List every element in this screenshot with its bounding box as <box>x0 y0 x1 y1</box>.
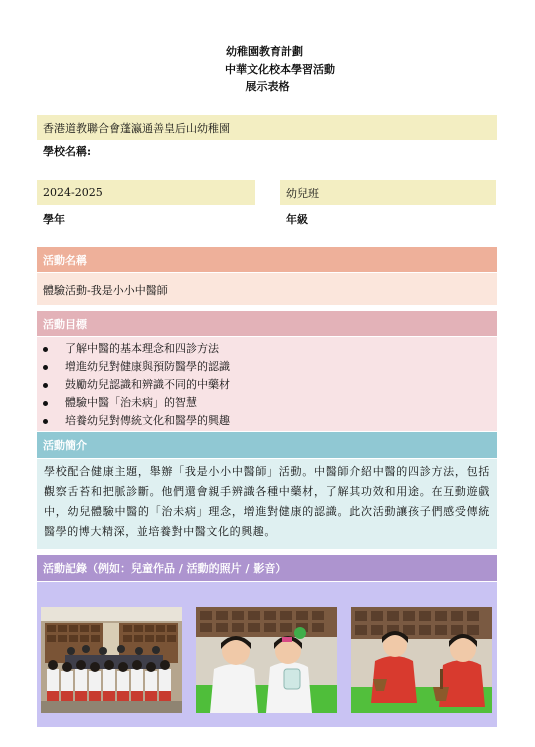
list-item: 了解中醫的基本理念和四診方法 <box>43 340 497 358</box>
bullet-icon <box>43 383 48 388</box>
records-heading: 活動記錄（例如：兒童作品 / 活動的照片 / 影音） <box>37 555 497 581</box>
list-item: 培養幼兒對傳統文化和醫學的興趣 <box>43 412 497 430</box>
school-name-value: 香港道教聯合會蓬瀛通善皇后山幼稚園 <box>37 115 497 140</box>
objectives-list <box>37 337 497 430</box>
school-year-value: 2024-2025 <box>37 180 255 205</box>
activity-category-title: 中華文化校本學習活動 <box>225 63 335 76</box>
bullet-icon <box>43 419 48 424</box>
intro-heading: 活動簡介 <box>37 432 497 458</box>
activity-photo-grinding <box>351 607 492 713</box>
grade-label: 年級 <box>286 213 308 226</box>
bullet-icon <box>43 401 48 406</box>
school-name-label: 學校名稱: <box>43 145 92 158</box>
plan-title: 幼稚園教育計劃 <box>226 45 303 58</box>
intro-text: 學校配合健康主題，舉辦「我是小小中醫師」活動。中醫師介紹中醫的四診方法，包括觀察舌苔和把脈診斷。他們還會親手辨識各種中藥材，了解其功效和用途。在互動遊戲中，幼兒體驗中醫的「治未病」理念，增進對健康的認識。此次活動讓孩子們感受傳統醫學的博大精深，並培養對中醫文化的興趣。 <box>44 465 490 538</box>
grade-value: 幼兒班 <box>280 180 496 205</box>
activity-name-body <box>37 273 497 305</box>
bullet-icon <box>43 365 48 370</box>
objectives-body <box>37 337 497 431</box>
form-title: 展示表格 <box>245 80 290 93</box>
objectives-heading: 活動目標 <box>37 311 497 336</box>
intro-body <box>37 459 497 549</box>
list-item: 增進幼兒對健康與預防醫學的認識 <box>43 358 497 376</box>
activity-photo-group <box>41 607 182 713</box>
list-item: 鼓勵幼兒認識和辨識不同的中藥材 <box>43 376 497 394</box>
activity-photo-children <box>196 607 337 713</box>
school-year-label: 學年 <box>43 213 65 226</box>
list-item: 體驗中醫「治未病」的智慧 <box>43 394 497 412</box>
activity-name-value: 體驗活動-我是小小中醫師 <box>43 284 168 297</box>
bullet-icon <box>43 347 48 352</box>
activity-name-heading: 活動名稱 <box>37 247 497 272</box>
